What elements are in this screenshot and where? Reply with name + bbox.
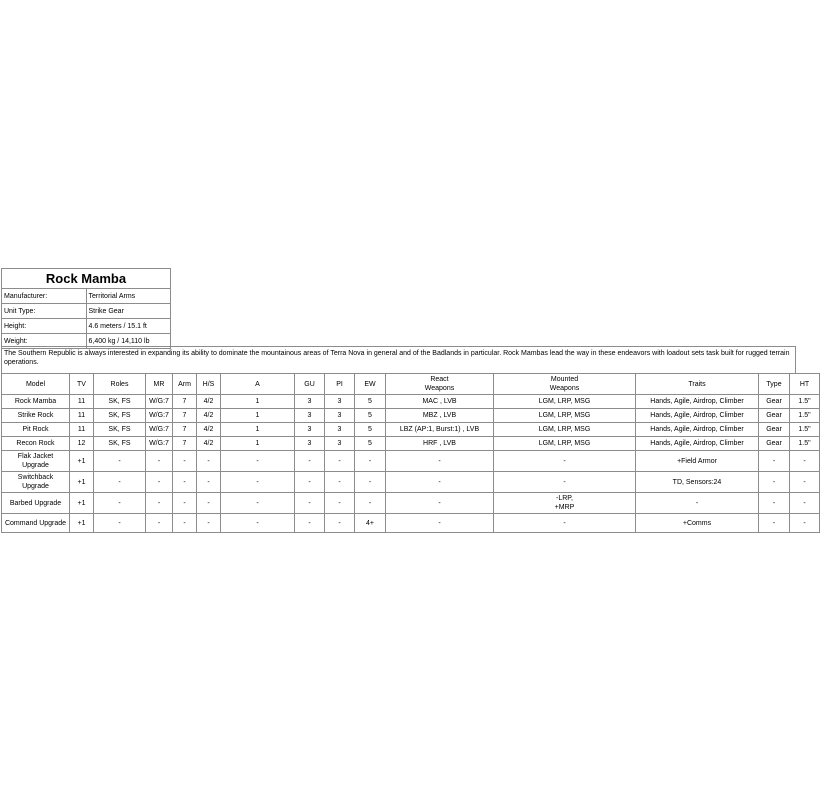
table-cell: - — [386, 472, 494, 493]
table-cell: 11 — [70, 409, 94, 423]
table-cell: - — [790, 472, 820, 493]
table-cell: - — [355, 472, 386, 493]
table-cell: SK, FS — [94, 437, 146, 451]
table-cell: Pit Rock — [2, 423, 70, 437]
table-cell: HRF , LVB — [386, 437, 494, 451]
table-cell: +1 — [70, 493, 94, 514]
table-cell: - — [146, 472, 173, 493]
unit-title: Rock Mamba — [2, 269, 171, 289]
table-cell: - — [173, 451, 197, 472]
table-cell: -LRP, +MRP — [494, 493, 636, 514]
table-cell: LGM, LRP, MSG — [494, 423, 636, 437]
info-row-height — [2, 319, 171, 334]
table-cell: W/G:7 — [146, 409, 173, 423]
table-row — [2, 493, 820, 514]
column-header: Model — [2, 374, 70, 395]
table-cell: - — [295, 472, 325, 493]
table-cell: - — [94, 472, 146, 493]
table-cell: 11 — [70, 395, 94, 409]
table-cell: 7 — [173, 437, 197, 451]
table-cell: - — [173, 472, 197, 493]
table-cell: 4+ — [355, 514, 386, 533]
table-cell: 12 — [70, 437, 94, 451]
table-cell: - — [355, 493, 386, 514]
table-cell: Gear — [759, 409, 790, 423]
table-cell: - — [197, 472, 221, 493]
info-row-manufacturer — [2, 289, 171, 304]
table-row — [2, 451, 820, 472]
table-cell: - — [94, 451, 146, 472]
info-value: Territorial Arms — [86, 289, 171, 304]
stats-header-row — [2, 374, 820, 395]
table-row — [2, 437, 820, 451]
table-row — [2, 395, 820, 409]
column-header: H/S — [197, 374, 221, 395]
table-cell: - — [759, 472, 790, 493]
unit-info-table — [1, 268, 171, 349]
table-cell: W/G:7 — [146, 395, 173, 409]
column-header: Roles — [94, 374, 146, 395]
table-cell: 7 — [173, 395, 197, 409]
table-cell: - — [295, 451, 325, 472]
table-cell: - — [325, 472, 355, 493]
table-cell: - — [759, 493, 790, 514]
table-cell: - — [221, 514, 295, 533]
table-cell: 7 — [173, 423, 197, 437]
table-cell: - — [759, 451, 790, 472]
column-header: EW — [355, 374, 386, 395]
table-cell: +Comms — [636, 514, 759, 533]
table-cell: 3 — [295, 437, 325, 451]
table-cell: Hands, Agile, Airdrop, Climber — [636, 437, 759, 451]
table-cell: 3 — [325, 395, 355, 409]
table-cell: - — [759, 514, 790, 533]
table-cell: Switchback Upgrade — [2, 472, 70, 493]
table-cell: 1 — [221, 409, 295, 423]
table-cell: Rock Mamba — [2, 395, 70, 409]
table-cell: Hands, Agile, Airdrop, Climber — [636, 409, 759, 423]
table-cell: W/G:7 — [146, 423, 173, 437]
table-cell: - — [221, 493, 295, 514]
table-cell: - — [146, 493, 173, 514]
table-cell: - — [295, 493, 325, 514]
table-cell: Hands, Agile, Airdrop, Climber — [636, 423, 759, 437]
table-row — [2, 423, 820, 437]
table-cell: 4/2 — [197, 409, 221, 423]
table-cell: - — [790, 514, 820, 533]
table-cell: - — [146, 451, 173, 472]
table-cell: - — [494, 514, 636, 533]
table-cell: Gear — [759, 437, 790, 451]
table-cell: 5 — [355, 437, 386, 451]
column-header: Mounted Weapons — [494, 374, 636, 395]
table-cell: 1.5" — [790, 437, 820, 451]
table-cell: - — [790, 451, 820, 472]
table-cell: 5 — [355, 423, 386, 437]
table-cell: +1 — [70, 451, 94, 472]
table-cell: +Field Armor — [636, 451, 759, 472]
table-cell: - — [325, 514, 355, 533]
table-cell: - — [146, 514, 173, 533]
table-cell: 1 — [221, 437, 295, 451]
table-cell: 3 — [295, 409, 325, 423]
table-cell: MBZ , LVB — [386, 409, 494, 423]
column-header: HT — [790, 374, 820, 395]
info-row-unit-type — [2, 304, 171, 319]
table-cell: 3 — [325, 437, 355, 451]
stats-table — [1, 373, 820, 533]
table-cell: - — [94, 514, 146, 533]
table-cell: - — [197, 514, 221, 533]
table-cell: 3 — [295, 395, 325, 409]
info-label: Height: — [2, 319, 87, 334]
table-cell: - — [494, 472, 636, 493]
table-cell: Recon Rock — [2, 437, 70, 451]
table-row — [2, 472, 820, 493]
table-cell: - — [386, 514, 494, 533]
table-cell: SK, FS — [94, 423, 146, 437]
table-cell: - — [636, 493, 759, 514]
table-cell: +1 — [70, 472, 94, 493]
table-cell: Barbed Upgrade — [2, 493, 70, 514]
column-header: A — [221, 374, 295, 395]
table-cell: - — [355, 451, 386, 472]
table-cell: - — [173, 514, 197, 533]
table-cell: - — [325, 493, 355, 514]
table-cell: 4/2 — [197, 437, 221, 451]
column-header: GU — [295, 374, 325, 395]
table-cell: Hands, Agile, Airdrop, Climber — [636, 395, 759, 409]
table-cell: - — [790, 493, 820, 514]
table-cell: 1.5" — [790, 395, 820, 409]
table-cell: - — [197, 493, 221, 514]
table-cell: 7 — [173, 409, 197, 423]
column-header: Traits — [636, 374, 759, 395]
info-label: Weight: — [2, 334, 87, 349]
info-label: Manufacturer: — [2, 289, 87, 304]
table-cell: MAC , LVB — [386, 395, 494, 409]
table-cell: 11 — [70, 423, 94, 437]
table-cell: 5 — [355, 395, 386, 409]
table-cell: 4/2 — [197, 395, 221, 409]
unit-description: The Southern Republic is always interested in expanding its ability to dominate the mountainous areas of Terra Nova in general and of the Badlands in particular. Rock Mambas lead the way in these endeavors with loadout sets task built for rugged terrain operations. — [1, 346, 796, 373]
table-cell: Gear — [759, 395, 790, 409]
table-cell: - — [386, 451, 494, 472]
table-cell: LGM, LRP, MSG — [494, 409, 636, 423]
table-cell: LGM, LRP, MSG — [494, 395, 636, 409]
info-value: 4.6 meters / 15.1 ft — [86, 319, 171, 334]
table-cell: LGM, LRP, MSG — [494, 437, 636, 451]
table-cell: - — [221, 472, 295, 493]
table-cell: - — [197, 451, 221, 472]
column-header: Type — [759, 374, 790, 395]
table-cell: 3 — [325, 423, 355, 437]
table-cell: +1 — [70, 514, 94, 533]
table-cell: - — [386, 493, 494, 514]
table-cell: - — [173, 493, 197, 514]
table-cell: 4/2 — [197, 423, 221, 437]
column-header: React Weapons — [386, 374, 494, 395]
table-cell: 1.5" — [790, 409, 820, 423]
table-cell: Gear — [759, 423, 790, 437]
column-header: MR — [146, 374, 173, 395]
table-cell: 1 — [221, 395, 295, 409]
table-cell: Command Upgrade — [2, 514, 70, 533]
table-cell: 5 — [355, 409, 386, 423]
info-value: Strike Gear — [86, 304, 171, 319]
table-cell: 1 — [221, 423, 295, 437]
info-label: Unit Type: — [2, 304, 87, 319]
column-header: Arm — [173, 374, 197, 395]
table-row — [2, 409, 820, 423]
table-cell: SK, FS — [94, 395, 146, 409]
table-cell: - — [494, 451, 636, 472]
table-cell: 3 — [325, 409, 355, 423]
table-cell: TD, Sensors:24 — [636, 472, 759, 493]
column-header: TV — [70, 374, 94, 395]
column-header: PI — [325, 374, 355, 395]
table-cell: Flak Jacket Upgrade — [2, 451, 70, 472]
table-cell: LBZ (AP:1, Burst:1) , LVB — [386, 423, 494, 437]
table-cell: 3 — [295, 423, 325, 437]
table-cell: - — [94, 493, 146, 514]
table-cell: - — [295, 514, 325, 533]
table-cell: Strike Rock — [2, 409, 70, 423]
table-row — [2, 514, 820, 533]
table-cell: - — [325, 451, 355, 472]
table-cell: - — [221, 451, 295, 472]
info-value: 6,400 kg / 14,110 lb — [86, 334, 171, 349]
table-cell: W/G:7 — [146, 437, 173, 451]
table-cell: SK, FS — [94, 409, 146, 423]
table-cell: 1.5" — [790, 423, 820, 437]
